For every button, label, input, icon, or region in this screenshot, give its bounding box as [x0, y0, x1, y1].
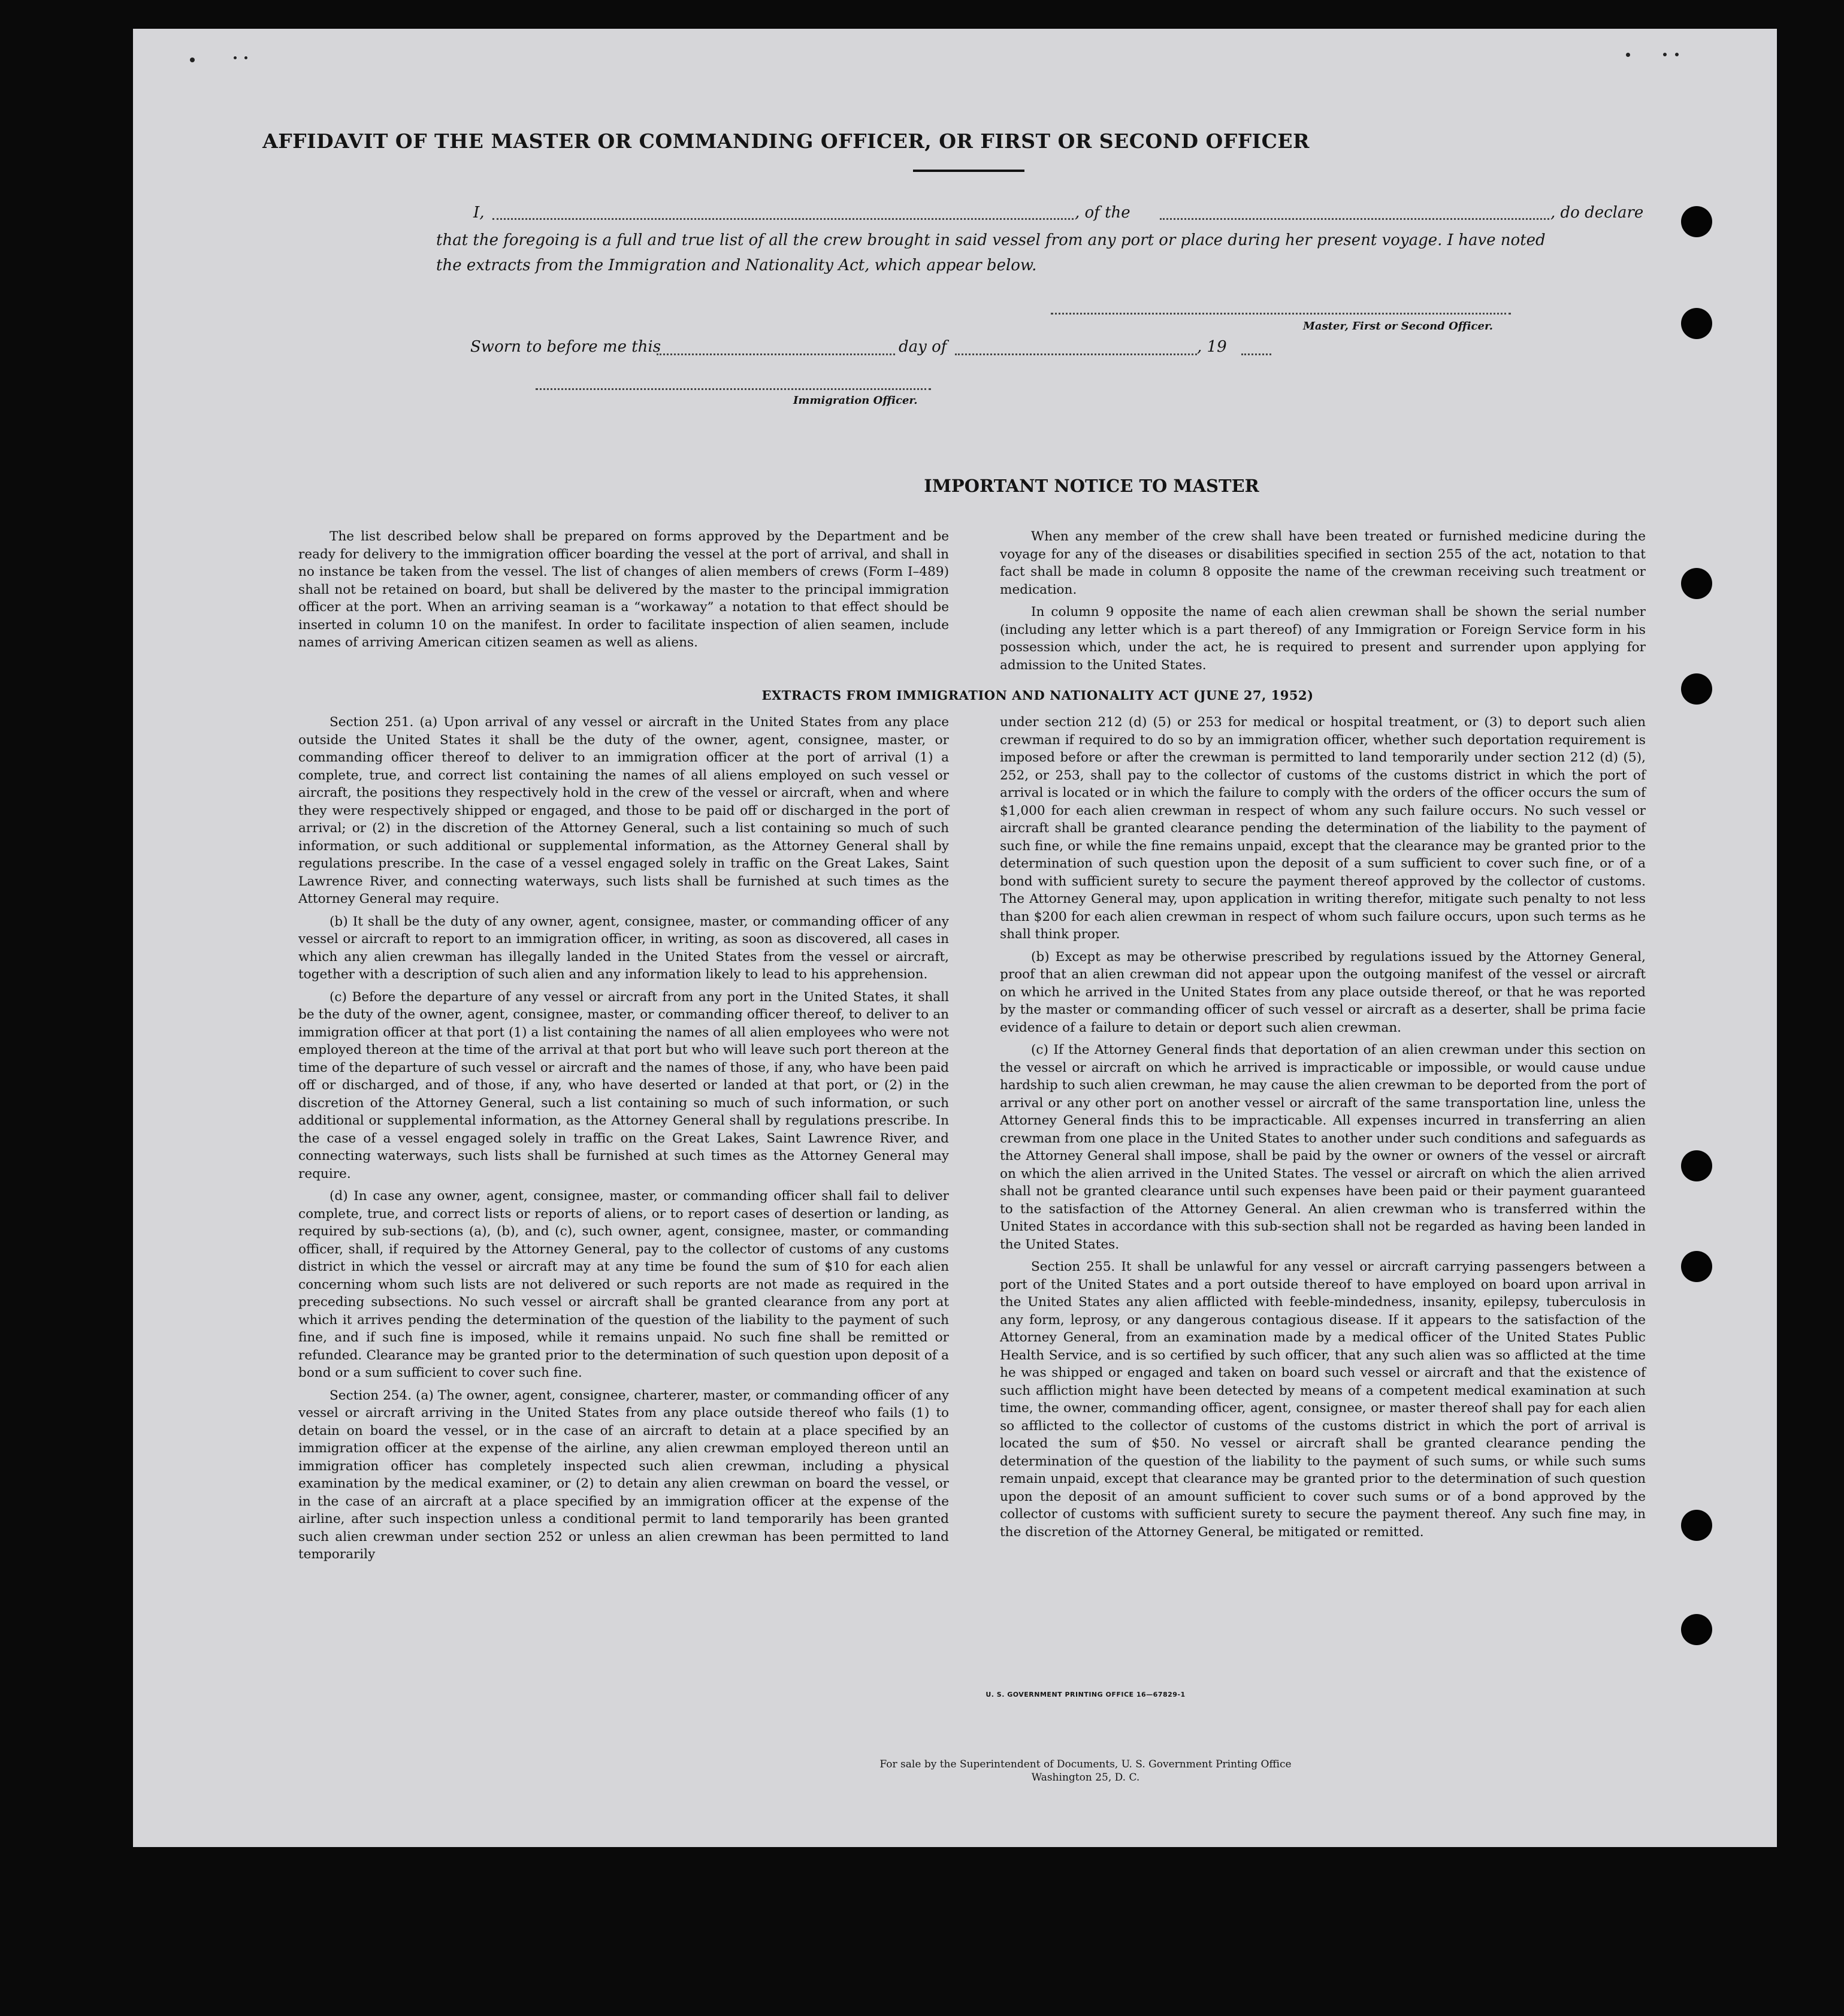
punch-hole — [1681, 568, 1712, 599]
printing-office-line: U. S. GOVERNMENT PRINTING OFFICE 16—67829-1 — [986, 1691, 1186, 1698]
extracts-left-paragraph: (c) Before the departure of any vessel or aircraft from any port in the United States, it shall be the duty of the owner, agent, consignee, master, or commanding officer thereof, to deliver to an immigration officer at that port (1) a list containing the names of all alien employees who were not employed thereon at the time of the arrival at that port but who will leave such port thereon at the time of the departure of such vessel or aircraft and the names of those, if any, who have been paid off or discharged, and of those, if any, who have deserted or landed at that port, or (2) in the discretion of the Attorney General, such a list containing so much of such information, or such additional or supplemental information, as the Attorney General shall by regulations prescribe. In the case of a vessel engaged solely in traffic on the Great Lakes, Saint Lawrence River, and connecting waterways, such lists shall be furnished at such times as the Attorney General may require. — [298, 989, 949, 1181]
declare-of-the-label: , of the — [1075, 204, 1130, 222]
notice-right-paragraph-1: When any member of the crew shall have been treated or furnished medicine during the voyage for any of the diseases or disabilities specified in section 255 of the act, notation to that fact shall be made in column 8 opposite the name of the crewman receiving such treatment or medication. — [1000, 529, 1646, 597]
title-rule — [913, 170, 1024, 172]
sale-notice — [133, 1758, 1844, 1784]
form-page — [133, 29, 1777, 1847]
declare-label: , do declare — [1550, 204, 1644, 222]
extracts-right-paragraph: under section 212 (d) (5) or 253 for medical or hospital treatment, or (3) to deport such alien crewman if required to do so by an immigration officer, whether such deportation requirement is imposed before or after the crewman is permitted to land temporarily under section 212 (d) (5), 252, or 253, shall pay to the collector of customs of the customs district in which the port of arrival is located or in which the failure to comply with the orders of the officer occurs the sum of $1,000 for each alien crewman in respect of whom any such failure occurs. No such vessel or aircraft shall be granted clearance pending the determination of the liability to the payment of such fine, or while the fine remains unpaid, except that the clearance may be granted prior to the determination of such question upon the deposit of a sum sufficient to cover such fine, or of a bond with sufficient surety to secure the payment thereof approved by the collector of customs. The Attorney General may, upon application in writing therefor, mitigate such penalty to not less than $200 for each alien crewman in respect of whom such failure occurs, upon such terms as he shall think proper. — [1000, 715, 1646, 942]
extracts-left-paragraph: Section 254. (a) The owner, agent, consignee, charterer, master, or commanding officer of any vessel or aircraft arriving in the United States from any place outside thereof who fails (1) to detain on board the vessel, or in the case of an aircraft to detain at a place specified by an immigration officer at the expense of the airline, any alien crewman employed thereon until an immigration officer has completely inspected such alien crewman, including a physical examination by the medical examiner, or (2) to detain any alien crewman on board the vessel, or in the case of an aircraft at a place specified by an immigration officer at the expense of the airline, after such inspection unless a conditional permit to land temporarily has been granted such alien crewman under section 252 or unless an alien crewman has been permitted to land temporarily — [298, 1388, 949, 1562]
officer-signature-line[interactable] — [536, 388, 931, 390]
extracts-left-paragraph: Section 251. (a) Upon arrival of any vessel or aircraft in the United States from any place outside the United States it shall be the duty of the owner, agent, consignee, master, or commanding officer thereof to deliver to an immigration officer at the port of arrival (1) a complete, true, and correct list containing the names of all aliens employed on such vessel or aircraft, the positions they respectively hold in the crew of the vessel or aircraft, when and where they were respectively shipped or engaged, and those to be paid off or discharged in the port of arrival; or (2) in the discretion of the Attorney General, such a list containing so much of such information, or such additional or supplemental information, as the Attorney General shall by regulations prescribe. In the case of a vessel engaged solely in traffic on the Great Lakes, Saint Lawrence River, and connecting waterways, such lists shall be furnished at such times as the Attorney General may require. — [298, 715, 949, 906]
year-label: , 19 — [1197, 338, 1227, 356]
declaration-line-3: the extracts from the Immigration and Nationality Act, which appear below. — [436, 256, 1037, 274]
day-of-label: day of — [899, 338, 947, 356]
declare-i-label: I, — [473, 204, 485, 222]
punch-hole — [1681, 1510, 1712, 1541]
sworn-label: Sworn to before me this — [470, 338, 661, 356]
sale-notice-line-1: For sale by the Superintendent of Documents, U. S. Government Printing Office — [879, 1758, 1292, 1770]
declaration-line-2: that the foregoing is a full and true list of all the crew brought in said vessel from any port or place during her present voyage. I have noted — [436, 231, 1546, 249]
extracts-left-paragraph: (b) It shall be the duty of any owner, agent, consignee, master, or commanding officer of any vessel or aircraft to report to an immigration officer, in writing, as soon as discovered, all cases in which any alien crewman has illegally landed in the United States from the vessel or aircraft, together with a description of such alien and any information likely to lead to his apprehension. — [298, 914, 949, 982]
sale-notice-line-2: Washington 25, D. C. — [1031, 1772, 1140, 1784]
punch-hole — [1681, 1614, 1712, 1645]
sworn-month-blank[interactable] — [955, 353, 1197, 355]
sworn-year-blank[interactable] — [1241, 353, 1271, 355]
notice-left-column — [298, 528, 949, 652]
notice-title: IMPORTANT NOTICE TO MASTER — [924, 476, 1259, 496]
officer-caption: Immigration Officer. — [793, 394, 918, 407]
punch-hole — [1681, 206, 1712, 237]
speck-mark — [244, 56, 247, 59]
punch-hole — [1681, 308, 1712, 339]
sworn-day-blank[interactable] — [657, 353, 895, 355]
speck-mark — [1663, 53, 1667, 56]
extracts-right-paragraph: Section 255. It shall be unlawful for any vessel or aircraft carrying passengers between a port of the United States and a port outside thereof to have employed on board upon arrival in the United States any alien afflicted with feeble-mindedness, insanity, epilepsy, tuberculosis in any form, leprosy, or any dangerous contagious disease. If it appears to the satisfaction of the Attorney General, from an examination made by a medical officer of the United States Public Health Service, and is so certified by such officer, that any such alien was so afflicted at the time he was shipped or engaged and taken on board such vessel or aircraft and that the existence of such affliction might have been detected by means of a competent medical examination at such time, the owner, commanding officer, agent, consignee, or master thereof shall pay for each alien so afflicted to the collector of customs of the customs district in which the port of arrival is located the sum of $50. No vessel or aircraft shall be granted clearance pending the determination of the question of the liability to the payment of such sums, or while such sums remain unpaid, except that clearance may be granted prior to the determination of such question upon the deposit of an amount sufficient to cover such sums or of a bond approved by the collector of customs with sufficient surety to secure the payment thereof. Any such fine may, in the discretion of the Attorney General, be mitigated or remitted. — [1000, 1259, 1646, 1540]
extracts-left-paragraph: (d) In case any owner, agent, consignee, master, or commanding officer shall fail to deliver complete, true, and correct lists or reports of aliens, or to report cases of desertion or landing, as required by sub-sections (a), (b), and (c), such owner, agent, consignee, master, or commanding officer, shall, if required by the Attorney General, pay to the collector of customs of any customs district in which the vessel or aircraft may at any time be found the sum of $10 for each alien concerning whom such lists are not delivered or such reports are not made as required in the preceding subsections. No such vessel or aircraft shall be granted clearance from any port at which it arrives pending the determination of the question of the liability to the payment of such fine, and if such fine is imposed, while it remains unpaid. No such fine shall be remitted or refunded. Clearance may be granted prior to the determination of such question upon deposit of a bond or a sum sufficient to cover such fine. — [298, 1189, 949, 1380]
master-signature-line[interactable] — [1051, 313, 1511, 315]
speck-mark — [190, 58, 195, 62]
speck-mark — [234, 56, 237, 59]
speck-mark — [1675, 53, 1679, 56]
vessel-blank[interactable] — [1160, 218, 1549, 220]
notice-left-paragraph: The list described below shall be prepared on forms approved by the Department and be ready for delivery to the immigration officer boarding the vessel at the port of arrival, and shall in no instance be taken from the vessel. The list of changes of alien members of crews (Form I–489) shall not be retained on board, but shall be delivered by the master to the principal immigration officer at the port. When an arriving seaman is a “workaway” a notation to that effect should be inserted in column 10 on the manifest. In order to facilitate inspection of alien seamen, include names of arriving American citizen seamen as well as aliens. — [298, 529, 949, 650]
extracts-right-column — [1000, 714, 1646, 1541]
affidavit-title: AFFIDAVIT OF THE MASTER OR COMMANDING OFFICER, OR FIRST OR SECOND OFFICER — [262, 129, 1310, 153]
extracts-title: EXTRACTS FROM IMMIGRATION AND NATIONALITY ACT (JUNE 27, 1952) — [761, 688, 1314, 703]
extracts-right-paragraph: (c) If the Attorney General finds that deportation of an alien crewman under this section on the vessel or aircraft on which he arrived is impracticable or impossible, or would cause undue hardship to such alien crewman, he may cause the alien crewman to be deported from the port of arrival or any other port on another vessel or aircraft of the same transportation line, unless the Attorney General finds this to be impracticable. All expenses incurred in transferring an alien crewman from one place in the United States to another under such conditions and safeguards as the Attorney General shall impose, shall be paid by the owner or owners of the vessel or aircraft on which the alien arrived in the United States. The vessel or aircraft on which the alien arrived shall not be granted clearance until such expenses have been paid or their payment guaranteed to the satisfaction of the Attorney General. An alien crewman who is transferred within the United States in accordance with this sub-section shall not be regarded as having been landed in the United States. — [1000, 1042, 1646, 1252]
notice-right-column — [1000, 528, 1646, 674]
speck-mark — [1626, 53, 1630, 57]
punch-hole — [1681, 1150, 1712, 1181]
extracts-left-column — [298, 714, 949, 1564]
master-caption: Master, First or Second Officer. — [1303, 320, 1494, 333]
punch-hole — [1681, 1251, 1712, 1282]
extracts-right-paragraph: (b) Except as may be otherwise prescribed by regulations issued by the Attorney General, proof that an alien crewman did not appear upon the outgoing manifest of the vessel or aircraft on which he arrived in the United States from any place outside thereof, or that he was reported by the master or commanding officer of such vessel or aircraft as a deserter, shall be prima facie evidence of a failure to detain or deport such alien crewman. — [1000, 949, 1646, 1035]
notice-right-paragraph-2: In column 9 opposite the name of each alien crewman shall be shown the serial number (including any letter which is a part thereof) of any Immigration or Foreign Service form in his possession which, under the act, he is required to present and surrender upon applying for admission to the United States. — [1000, 605, 1646, 673]
name-blank[interactable] — [492, 218, 1074, 220]
